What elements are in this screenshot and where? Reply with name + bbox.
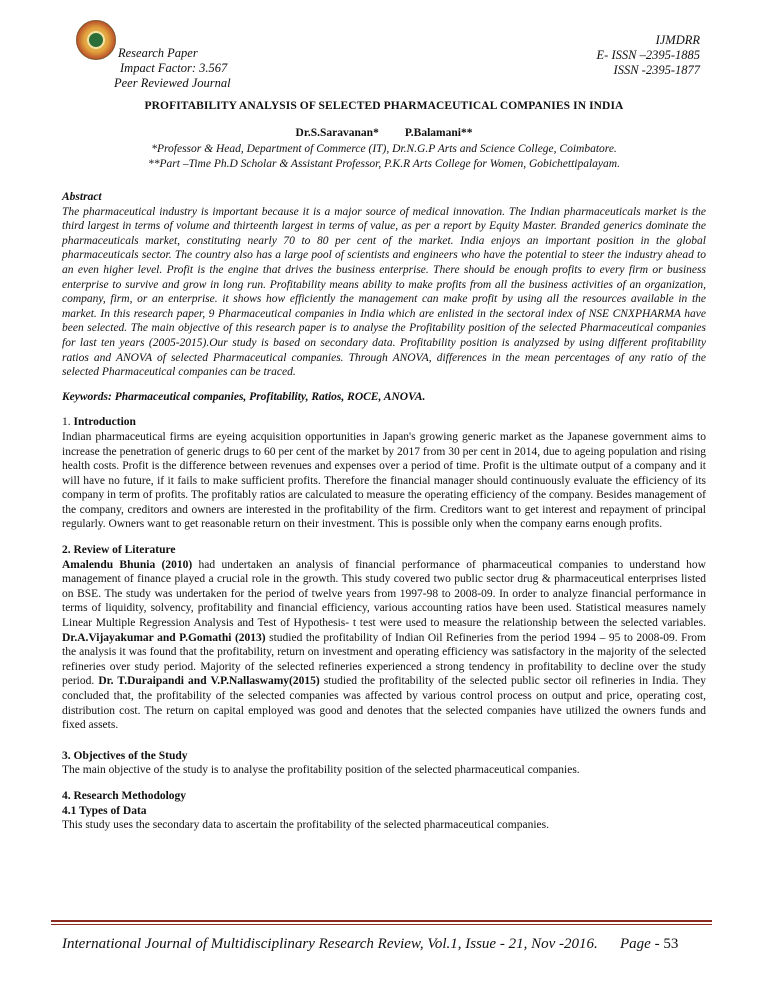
review-text-3: studied the profitability of the selected public sector oil refineries in India. They concluded that, the profitability of the selected companies was affected by various control process on output and price, operating cost, distribution cost. The return on capital employed was good and denotes that the selected companies have utilized the owners funds and fixed assets.: [62, 675, 706, 732]
footer-rule-thin: [51, 924, 712, 925]
impact-factor: Impact Factor: 3.567: [120, 61, 228, 75]
intro-number: 1.: [62, 416, 71, 429]
affiliation-1: *Professor & Head, Department of Commerce (IT), Dr.N.G.P Arts and Science College, Coimbatore.: [151, 143, 617, 155]
review-text-2: studied the profitability of Indian Oil Refineries from the period 1994 – 95 to 2008-09. From the analysis it was found that the profitability, return on investment and operating efficiency was satisfactory in the majority of the selected refineries over study period. Majority of the selected refineries experienced a strong tendency in profitability to decline over the study period.: [62, 631, 706, 688]
objectives-text: The main objective of the study is to analyse the profitability position of the selected pharmaceutical companies.: [62, 764, 580, 777]
journal-code: IJMDRR: [655, 33, 700, 47]
footer-page: [620, 936, 678, 953]
paper-type: Research Paper: [118, 46, 198, 60]
e-issn: E- ISSN –2395-1885: [596, 48, 700, 62]
review-author-3: Dr. T.Duraipandi and V.P.Nallaswamy(2015): [98, 675, 320, 688]
author-list: [0, 127, 768, 139]
intro-heading: [62, 415, 706, 430]
footer-rule: [51, 920, 712, 922]
page-number: 53: [663, 936, 679, 952]
author-2: P.Balamani**: [404, 127, 473, 139]
methodology-heading: 4. Research Methodology: [62, 789, 187, 802]
keywords: Keywords: Pharmaceutical companies, Profitability, Ratios, ROCE, ANOVA.: [62, 390, 426, 403]
author-1: Dr.S.Saravanan*: [295, 127, 379, 139]
intro-text: Indian pharmaceutical firms are eyeing acquisition opportunities in Japan's growing generic market as the Japanese government aims to increase the penetration of generic drugs to 60 per cent of the market by 2017 from 30 per cent in 2014, due to ageing population and rising health costs. Profit is the difference between revenues and expenses over a period of time. Profit is the ultimate output of a company and it will have no future, if it fails to make sufficient profits. Therefore the financial manager should continuously evaluate the efficiency of its company in term of profits. The profitably ratios are calculated to measure the operating efficiency of the company. Besides management of the company, creditors and owners are interested in the profitability of the firm. Creditors want to get interest and repayment of principal regularly. Owners want to get reasonable return on their investment. This is possible only when the company earns enough profits.: [62, 430, 706, 531]
review-text: [62, 558, 706, 733]
affiliation-2: **Part –Time Ph.D Scholar & Assistant Professor, P.K.R Arts College for Women, Gobichettipalayam.: [148, 158, 620, 170]
paper-body: [62, 190, 706, 833]
methodology-text: This study uses the secondary data to ascertain the profitability of the selected pharmaceutical companies.: [62, 819, 549, 832]
review-number: 2.: [62, 544, 71, 557]
review-status: Peer Reviewed Journal: [114, 76, 231, 90]
footer-journal: International Journal of Multidisciplinary Research Review, Vol.1, Issue - 21, Nov -2016.: [62, 936, 598, 952]
methodology-subheading: 4.1 Types of Data: [62, 804, 147, 817]
abstract-heading: Abstract: [62, 191, 102, 203]
journal-logo: [76, 20, 116, 60]
review-text-1: had undertaken an analysis of financial performance of pharmaceutical companies to understand how management of finance played a crucial role in the growth. This study covered two public sector drug & pharmaceutical enterprises listed on BSE. The study was undertaken for the period of twelve years from 1997-98 to 2008-09. In order to analyze financial performance in terms of liquidity, solvency, profitability and financial efficiency, various accounting ratios have been used. Statistical measures namely Linear Multiple Regression Analysis and Test of Hypothesis- t test were used to measure the relationship between the selected variables.: [62, 558, 706, 630]
intro-title: Introduction: [73, 416, 136, 429]
review-author-2: Dr.A.Vijayakumar and P.Gomathi (2013): [62, 631, 266, 644]
page-label: Page -: [620, 936, 660, 952]
review-title: Review of Literature: [73, 544, 176, 557]
paper-title: PROFITABILITY ANALYSIS OF SELECTED PHARMACEUTICAL COMPANIES IN INDIA: [144, 100, 624, 112]
review-author-1: Amalendu Bhunia (2010): [62, 558, 193, 571]
affiliations: [0, 142, 768, 172]
header-right: [597, 33, 700, 78]
review-heading: [62, 543, 706, 558]
abstract-text: The pharmaceutical industry is important because it is a major source of medical innovation. The Indian pharmaceuticals market is the third largest in terms of volume and thirteenth largest in terms of value, as per a report by Equity Master. Branded generics dominate the pharmaceuticals market, constituting nearly 70 to 80 per cent of the market. India enjoys an important position in the global pharmaceuticals sector. The country also has a large pool of scientists and engineers who have the potential to steer the industry ahead to an even higher level. Profit is the engine that drives the business enterprise. There should be enough profits to every firm or business enterprise to survive and grow in long run. Profitability means ability to make profits from all the business activities of an organization, company, firm, or an enterprise. it shows how efficiently the management can make profit by using all the resources available in the market. In this research paper, 9 Pharmaceutical companies in India which are enlisted in the sectoral index of NSE CNXPHARMA have been selected. The main objective of this research paper is to analyse the Profitability position of the selected Pharmaceutical companies for last ten years (2005-2015).Our study is based on secondary data. Profitability position is analyzsed by using different profitability ratios and ANOVA of selected Pharmaceutical companies. Through ANOVA, differences in the mean percentages of any ratio of the selected Pharmaceutical companies can be traced.: [62, 205, 706, 379]
objectives-heading: 3. Objectives of the Study: [62, 749, 188, 762]
header-left: [114, 46, 231, 91]
issn: ISSN -2395-1877: [613, 63, 700, 77]
